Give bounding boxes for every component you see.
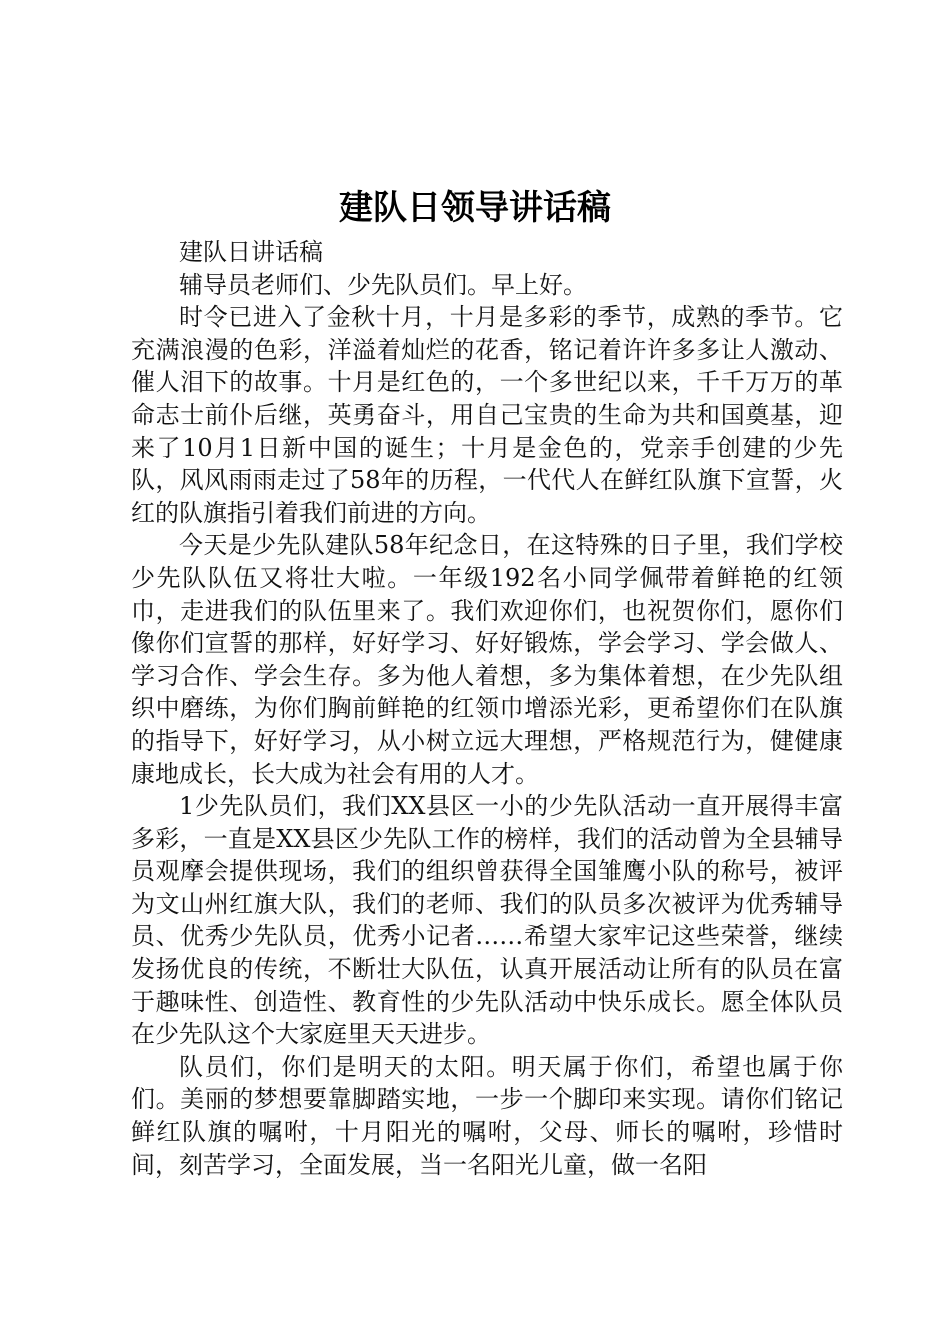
paragraph: 队员们，你们是明天的太阳。明天属于你们，希望也属于你们。美丽的梦想要靠脚踏实地，一步一个脚印来实现。请你们铭记鲜红队旗的嘱咐，十月阳光的嘱咐，父母、师长的嘱咐，珍惜时间，刻苦学习，全面发展，当一名阳光儿童，做一名阳 [131, 1052, 843, 1179]
paragraph-greeting: 辅导员老师们、少先队员们。早上好。 [179, 270, 587, 299]
paragraph: 今天是少先队建队58年纪念日，在这特殊的日子里，我们学校少先队队伍又将壮大啦。一年级192名小同学佩带着鲜艳的红领巾，走进我们的队伍里来了。我们欢迎你们，也祝贺你们，愿你们像你们宣誓的那样，好好学习、好好锻炼，学会学习、学会做人、学习合作、学会生存。多为他人着想，多为集体着想，在少先队组织中磨练，为你们胸前鲜艳的红领巾增添光彩，更希望你们在队旗的指导下，好好学习，从小树立远大理想，严格规范行为，健健康康地成长，长大成为社会有用的人才。 [131, 531, 843, 788]
paragraph: 1少先队员们，我们XX县区一小的少先队活动一直开展得丰富多彩，一直是XX县区少先队工作的榜样，我们的活动曾为全县辅导员观摩会提供现场，我们的组织曾获得全国雏鹰小队的称号，被评为文山州红旗大队，我们的老师、我们的队员多次被评为优秀辅导员、优秀少先队员，优秀小记者……希望大家牢记这些荣誉，继续发扬优良的传统，不断壮大队伍，认真开展活动让所有的队员在富于趣味性、创造性、教育性的少先队活动中快乐成长。愿全体队员在少先队这个大家庭里天天进步。 [131, 792, 843, 1049]
document-title: 建队日领导讲话稿 [339, 188, 611, 228]
paragraph-heading: 建队日讲话稿 [179, 238, 323, 266]
document-body [131, 236, 843, 1181]
paragraph: 时令已进入了金秋十月，十月是多彩的季节，成熟的季节。它充满浪漫的色彩，洋溢着灿烂的花香，铭记着许许多多让人激动、催人泪下的故事。十月是红色的，一个多世纪以来，千千万万的革命志士前仆后继，英勇奋斗，用自己宝贵的生命为共和国奠基，迎来了10月1日新中国的诞生；十月是金色的，党亲手创建的少先队，风风雨雨走过了58年的历程，一代代人在鲜红队旗下宣誓，火红的队旗指引着我们前进的方向。 [131, 303, 843, 527]
